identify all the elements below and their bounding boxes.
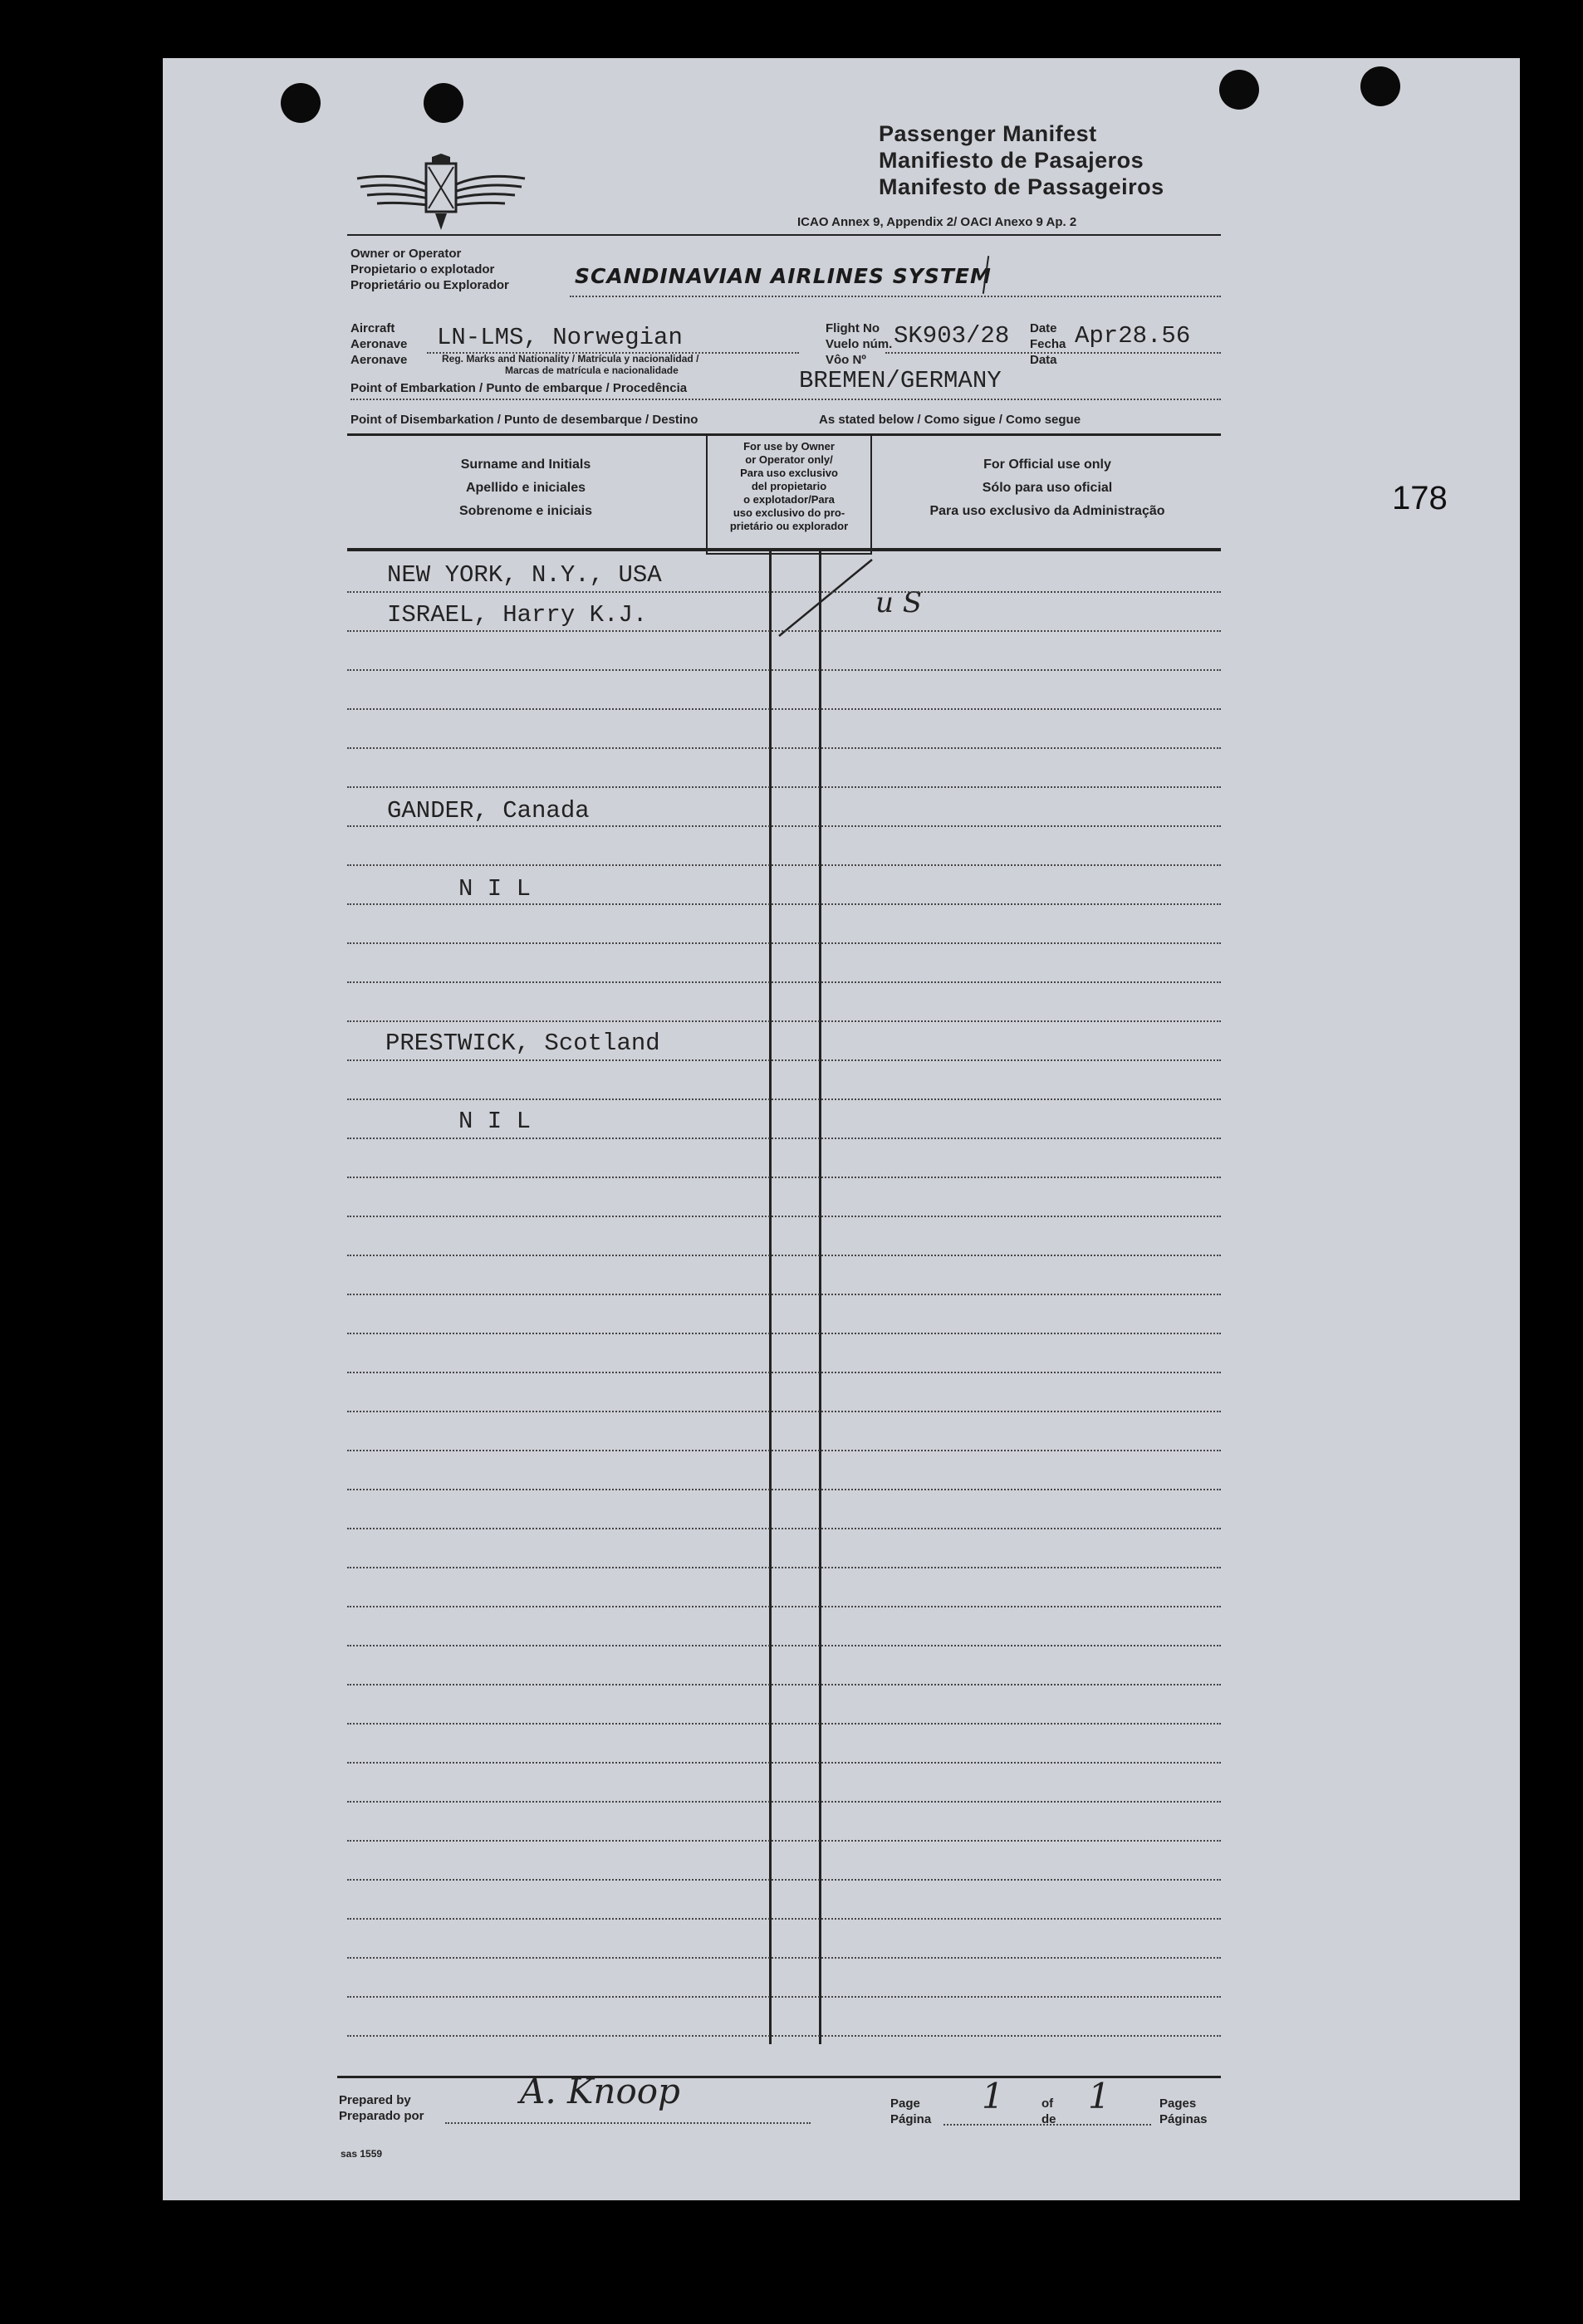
title-portuguese: Manifesto de Passageiros: [879, 174, 1164, 199]
field-line: [350, 399, 1221, 400]
table-row-line: [347, 1177, 1221, 1178]
title-spanish: Manifiesto de Pasajeros: [879, 148, 1144, 173]
table-row-line: [347, 1567, 1221, 1568]
icao-reference: ICAO Annex 9, Appendix 2/ OACI Anexo 9 Ap. 2: [797, 215, 1077, 229]
table-row-line: [347, 1723, 1221, 1725]
table-row-line: [347, 1059, 1221, 1061]
table-row-line: [347, 1996, 1221, 1998]
table-row-line: [347, 864, 1221, 866]
entry-passenger: N I L: [458, 875, 532, 903]
rule: [347, 548, 1221, 551]
official-use-column-header: For Official use only Sólo para uso oficial Para uso exclusivo da Administração: [929, 457, 1165, 518]
table-row-line: [347, 1801, 1221, 1803]
table-row-line: [347, 1918, 1221, 1920]
table-row-line: [347, 708, 1221, 710]
table-row-line: [347, 669, 1221, 671]
page-number: 178: [1392, 480, 1448, 516]
table-row-line: [347, 1255, 1221, 1256]
title-english: Passenger Manifest: [879, 121, 1097, 146]
entry-destination: GANDER, Canada: [387, 797, 590, 824]
date-value: Apr28.56: [1075, 322, 1191, 350]
table-row-line: [347, 1489, 1221, 1490]
aircraft-label: Aircraft Aeronave Aeronave: [350, 321, 408, 367]
signature: A. Knoop: [520, 2071, 680, 2111]
punch-hole: [1219, 70, 1259, 110]
table-row-line: [347, 1020, 1221, 1022]
table-row-line: [347, 942, 1221, 944]
disembarkation-label: Point of Disembarkation / Punto de desembarque / Destino: [350, 413, 698, 427]
field-line: [445, 2122, 811, 2124]
table-row-line: [347, 1528, 1221, 1529]
aircraft-sub-label: Reg. Marks and Nationality / Matrícula y nacionalidad /: [442, 353, 699, 365]
table-row-line: [347, 786, 1221, 788]
field-line: [885, 352, 1221, 354]
table-row-line: [347, 1450, 1221, 1451]
checkmark: [776, 556, 875, 639]
owner-use-column-header: For use by Owner or Operator only/ Para uso exclusivo del propietario o explotador/Para uso exclusivo do pro- prietário ou explorador: [706, 433, 872, 555]
table-row-line: [347, 1216, 1221, 1217]
table-row-line: [347, 1372, 1221, 1373]
rule: [347, 234, 1221, 236]
table-row-line: [347, 1879, 1221, 1881]
table-row-line: [347, 1840, 1221, 1842]
owner-value: SCANDINAVIAN AIRLINES SYSTEM: [575, 264, 992, 288]
entry-passenger: ISRAEL, Harry K.J.: [387, 601, 648, 629]
table-row-line: [347, 981, 1221, 983]
table-row-line: [347, 630, 1221, 632]
field-line: [570, 296, 1221, 297]
table-row-line: [347, 1333, 1221, 1334]
of-value: 1: [1088, 2076, 1110, 2116]
entry-destination: PRESTWICK, Scotland: [385, 1030, 660, 1057]
table-row-line: [347, 1762, 1221, 1764]
table-row-line: [347, 825, 1221, 827]
page-value: 1: [982, 2076, 1004, 2116]
prepared-by-label: Prepared by Preparado por: [339, 2093, 424, 2123]
table-row-line: [347, 1957, 1221, 1959]
aircraft-value: LN-LMS, Norwegian: [437, 324, 683, 351]
table-row-line: [347, 1606, 1221, 1607]
punch-hole: [281, 83, 321, 123]
field-line: [943, 2124, 1151, 2126]
manifest-sheet: [163, 58, 1520, 2200]
of-label: of de: [1041, 2096, 1056, 2126]
column-divider: [769, 550, 772, 2044]
page-label: Page Página: [890, 2096, 932, 2126]
entry-passenger: N I L: [458, 1108, 532, 1135]
table-row-line: [347, 747, 1221, 749]
aircraft-sub-label: Marcas de matrícula e nacionalidade: [505, 365, 679, 376]
embarkation-value: BREMEN/GERMANY: [799, 367, 1002, 394]
table-row-line: [347, 1138, 1221, 1139]
table-row-line: [347, 1098, 1221, 1100]
table-row-line: [347, 1294, 1221, 1295]
surname-column-header: Surname and Initials Apellido e iniciales Sobrenome e iniciais: [458, 457, 593, 518]
column-divider: [819, 550, 821, 2044]
table-row-line: [347, 1645, 1221, 1646]
airline-logo: [349, 154, 533, 237]
date-label: Date Fecha Data: [1030, 321, 1066, 367]
flight-label: Flight No Vuelo núm. Vôo Nº: [826, 321, 893, 367]
punch-hole: [1360, 66, 1400, 106]
entry-destination: NEW YORK, N.Y., USA: [387, 561, 662, 589]
owner-label: Owner or Operator Propietario o explotador Proprietário ou Explorador: [350, 247, 509, 292]
table-row-line: [347, 1684, 1221, 1686]
punch-hole: [424, 83, 463, 123]
pages-label: Pages Páginas: [1159, 2096, 1208, 2126]
table-row-line: [347, 2035, 1221, 2037]
embarkation-label: Point of Embarkation / Punto de embarque / Procedência: [350, 381, 688, 395]
disembarkation-value: As stated below / Como sigue / Como segue: [819, 413, 1081, 427]
flight-value: SK903/28: [894, 322, 1010, 350]
table-row-line: [347, 591, 1221, 593]
table-row-line: [347, 1411, 1221, 1412]
table-row-line: [347, 903, 1221, 905]
form-code: sas 1559: [341, 2148, 383, 2160]
official-initials: u S: [875, 586, 922, 619]
